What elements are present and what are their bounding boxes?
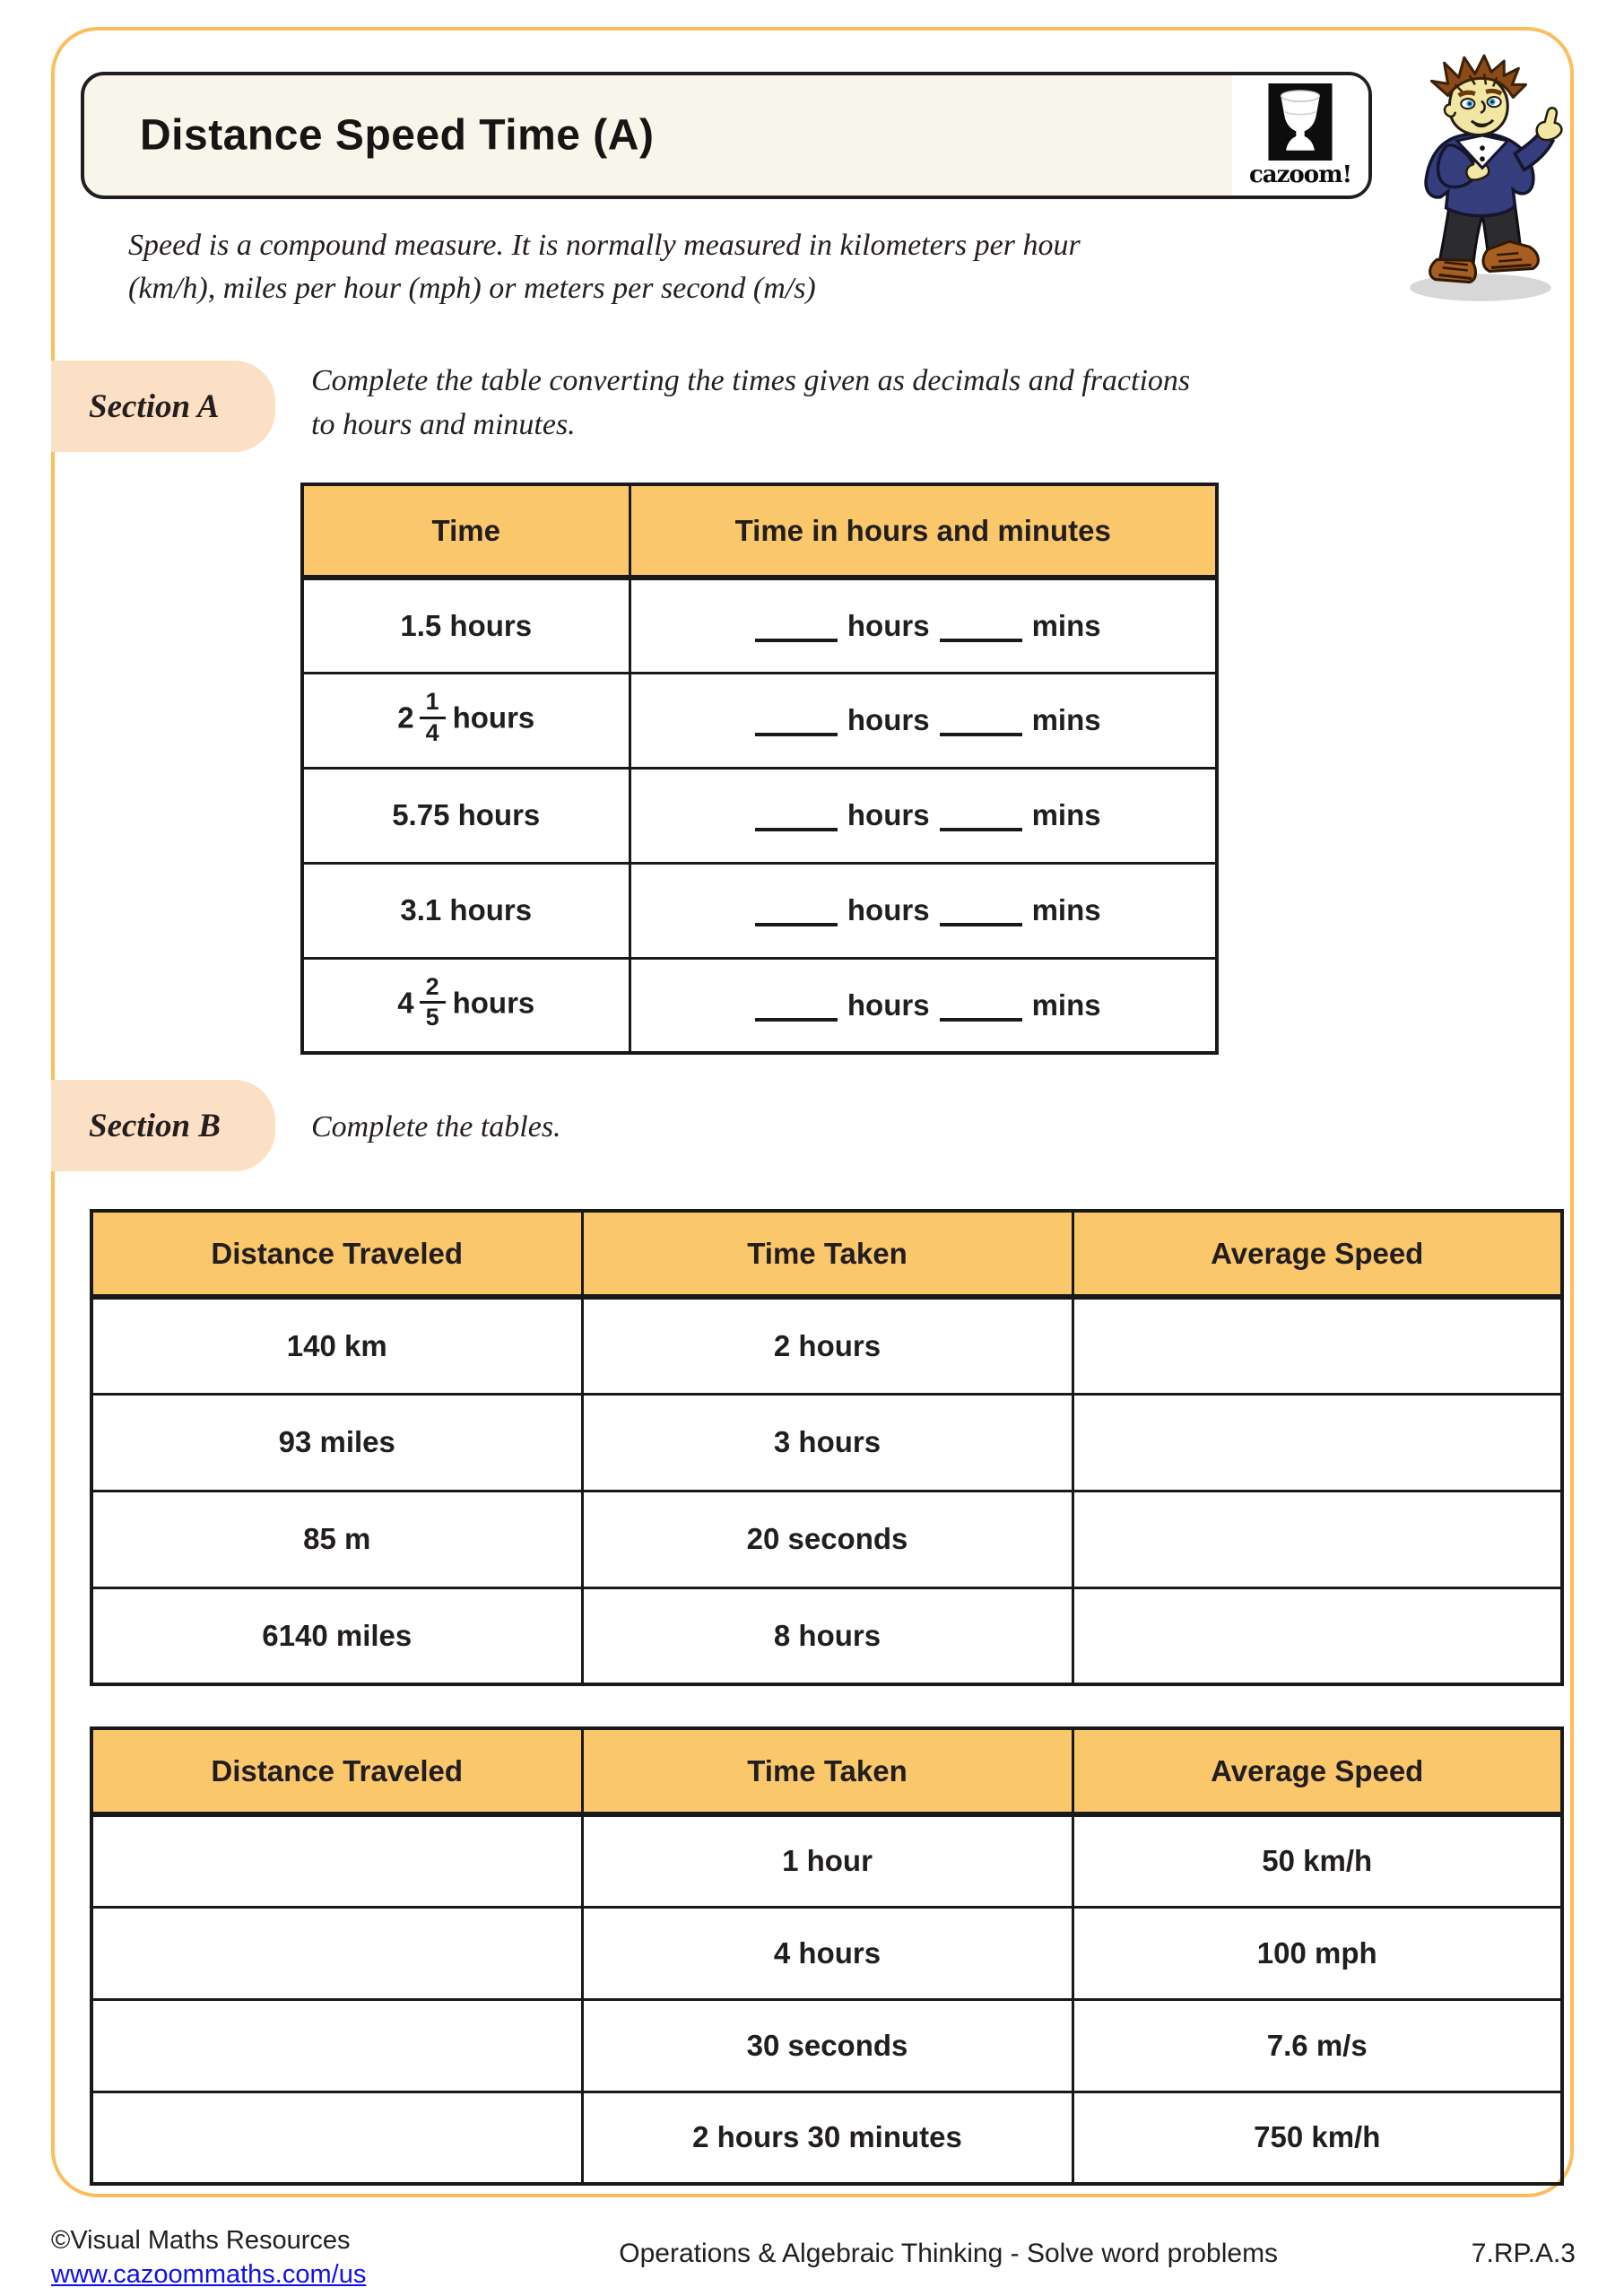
section-a-instructions: [311, 359, 1441, 448]
cazoom-logo: [1232, 75, 1368, 196]
time-cell: 20 seconds: [582, 1491, 1073, 1587]
distance-cell: 93 miles: [91, 1394, 582, 1491]
blank-line: [940, 828, 1022, 831]
table-row: [91, 1907, 1562, 1999]
answer-cell: [630, 958, 1217, 1053]
answer-cell: [630, 768, 1217, 863]
time-cell: 3 hours: [582, 1394, 1073, 1491]
time-cell: 2 hours 30 minutes: [582, 2092, 1073, 2184]
table-header-row: [91, 1728, 1562, 1814]
section-b-label: Section B: [89, 1107, 221, 1144]
mascot-boy-icon: [1392, 54, 1573, 312]
fraction-denominator: 4: [425, 718, 439, 746]
time-cell: 3.1 hours: [302, 863, 630, 958]
hours-word: hours: [847, 893, 930, 926]
copyright-text: ©Visual Maths Resources: [51, 2226, 351, 2255]
hours-word: hours: [847, 987, 930, 1022]
speed-cell: 50 km/h: [1073, 1814, 1562, 1907]
table-row: [302, 578, 1217, 673]
distance-cell: 85 m: [91, 1491, 582, 1587]
blank-line: [755, 923, 838, 926]
footer: [51, 2224, 1576, 2292]
table-row: [302, 768, 1217, 863]
header-distance: Distance Traveled: [91, 1728, 582, 1814]
speed-cell: 750 km/h: [1073, 2092, 1562, 2184]
speed-table-1: [90, 1209, 1564, 1686]
table-row: [91, 1587, 1562, 1684]
header-average-speed: Average Speed: [1073, 1211, 1562, 1297]
unit-word: hours: [452, 986, 535, 1020]
mins-word: mins: [1031, 893, 1101, 926]
blank-line: [755, 1018, 838, 1022]
table-row: [91, 2092, 1562, 2184]
mins-word: mins: [1031, 987, 1101, 1022]
table-row: [302, 673, 1217, 768]
table-row: [302, 863, 1217, 958]
whole-number: 2: [397, 700, 414, 735]
section-b-badge: [51, 1080, 275, 1171]
table-row: [91, 1814, 1562, 1907]
title-bar: [81, 72, 1372, 199]
standard-code: 7.RP.A.3: [1471, 2239, 1576, 2268]
fraction-denominator: 5: [425, 1004, 439, 1031]
distance-cell: 140 km: [91, 1297, 582, 1394]
drum-icon: [1267, 83, 1333, 161]
header-distance: Distance Traveled: [91, 1211, 582, 1297]
blank-line: [940, 733, 1022, 736]
whole-number: 4: [397, 986, 414, 1020]
blank-line: [940, 639, 1022, 642]
section-a-label: Section A: [89, 387, 220, 425]
header-time: Time: [302, 484, 630, 578]
header-time-taken: Time Taken: [582, 1728, 1073, 1814]
blank-line: [940, 1018, 1022, 1022]
website-link[interactable]: www.cazoommaths.com/us: [51, 2259, 367, 2289]
time-cell: [302, 958, 630, 1053]
fraction-numerator: 1: [420, 689, 446, 718]
time-cell: 1 hour: [582, 1814, 1073, 1907]
speed-table-2: [90, 1726, 1564, 2186]
answer-cell: [630, 673, 1217, 768]
section-a-instructions-line1: Complete the table converting the times given as decimals and fractions: [311, 364, 1191, 397]
speed-cell: [1073, 1394, 1562, 1491]
distance-cell: [91, 2092, 582, 2184]
blank-line: [940, 923, 1022, 926]
footer-left: [51, 2224, 366, 2292]
intro-paragraph: [128, 224, 1384, 311]
speed-cell: [1073, 1297, 1562, 1394]
fraction-numerator: 2: [420, 974, 446, 1004]
mins-word: mins: [1031, 703, 1101, 736]
speed-cell: 7.6 m/s: [1073, 1999, 1562, 2092]
answer-cell: [630, 863, 1217, 958]
fraction: [420, 974, 446, 1031]
time-conversion-table: [300, 483, 1219, 1055]
table-row: [91, 1999, 1562, 2092]
header-time-hours-minutes: Time in hours and minutes: [630, 484, 1217, 578]
time-cell: 2 hours: [582, 1297, 1073, 1394]
section-a-instructions-line2: to hours and minutes.: [311, 408, 576, 442]
time-cell: 30 seconds: [582, 1999, 1073, 2092]
intro-line-2: (km/h), miles per hour (mph) or meters per second (m/s): [128, 272, 816, 306]
table-header-row: [91, 1211, 1562, 1297]
distance-cell: [91, 1999, 582, 2092]
time-cell: 1.5 hours: [302, 578, 630, 673]
hours-word: hours: [847, 798, 930, 831]
fraction: [420, 689, 446, 745]
unit-word: hours: [452, 700, 535, 735]
time-cell: 4 hours: [582, 1907, 1073, 1999]
answer-cell: [630, 578, 1217, 673]
table-row: [91, 1394, 1562, 1491]
table-header-row: [302, 484, 1217, 578]
table-row: [91, 1491, 1562, 1587]
time-cell: [302, 673, 630, 768]
distance-cell: [91, 1814, 582, 1907]
blank-line: [755, 733, 838, 736]
distance-cell: 6140 miles: [91, 1587, 582, 1684]
table-row: [91, 1297, 1562, 1394]
header-time-taken: Time Taken: [582, 1211, 1073, 1297]
hours-word: hours: [847, 703, 930, 736]
page-title: Distance Speed Time (A): [140, 111, 655, 160]
section-a-badge: [51, 361, 275, 452]
section-b-instructions: Complete the tables.: [311, 1110, 561, 1144]
table-row: [302, 958, 1217, 1053]
distance-cell: [91, 1907, 582, 1999]
time-cell: 5.75 hours: [302, 768, 630, 863]
header-average-speed: Average Speed: [1073, 1728, 1562, 1814]
hours-word: hours: [847, 608, 930, 642]
footer-center-text: Operations & Algebraic Thinking - Solve word problems: [619, 2239, 1279, 2268]
speed-cell: [1073, 1491, 1562, 1587]
blank-line: [755, 639, 838, 642]
time-cell: 8 hours: [582, 1587, 1073, 1684]
intro-line-1: Speed is a compound measure. It is normally measured in kilometers per hour: [128, 229, 1081, 262]
mins-word: mins: [1031, 798, 1101, 831]
logo-wordmark: cazoom!: [1248, 161, 1352, 188]
speed-cell: [1073, 1587, 1562, 1684]
speed-cell: 100 mph: [1073, 1907, 1562, 1999]
blank-line: [755, 828, 838, 831]
mins-word: mins: [1031, 608, 1101, 642]
